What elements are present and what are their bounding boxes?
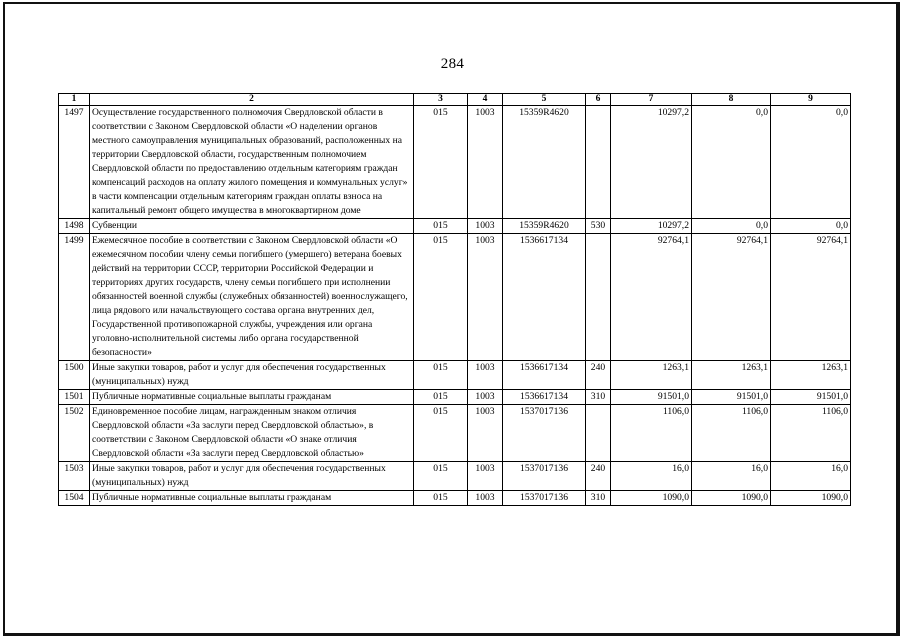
row-col-5: 15359R4620 xyxy=(503,106,586,219)
row-col-8: 1090,0 xyxy=(692,491,771,506)
header-col-2: 2 xyxy=(90,94,414,106)
row-col-5: 1536617134 xyxy=(503,234,586,361)
header-col-5: 5 xyxy=(503,94,586,106)
row-col-6 xyxy=(586,106,611,219)
budget-table xyxy=(58,93,851,506)
row-number: 1500 xyxy=(59,361,90,390)
row-col-7: 10297,2 xyxy=(611,219,692,234)
row-col-7: 91501,0 xyxy=(611,390,692,405)
row-description: Иные закупки товаров, работ и услуг для обеспечения государственных (муниципальных) нужд xyxy=(90,361,414,390)
row-number: 1497 xyxy=(59,106,90,219)
row-col-8: 0,0 xyxy=(692,219,771,234)
row-col-8: 1106,0 xyxy=(692,405,771,462)
row-col-6: 530 xyxy=(586,219,611,234)
row-description: Публичные нормативные социальные выплаты гражданам xyxy=(90,390,414,405)
row-col-6: 240 xyxy=(586,462,611,491)
row-col-4: 1003 xyxy=(468,491,503,506)
row-number: 1502 xyxy=(59,405,90,462)
header-col-4: 4 xyxy=(468,94,503,106)
table-row xyxy=(59,491,851,506)
row-col-3: 015 xyxy=(414,390,468,405)
table-row xyxy=(59,234,851,361)
header-col-3: 3 xyxy=(414,94,468,106)
row-col-9: 1263,1 xyxy=(771,361,851,390)
table-row xyxy=(59,390,851,405)
table-row xyxy=(59,405,851,462)
row-col-7: 1106,0 xyxy=(611,405,692,462)
row-col-4: 1003 xyxy=(468,462,503,491)
table-row xyxy=(59,106,851,219)
row-col-3: 015 xyxy=(414,219,468,234)
row-col-8: 92764,1 xyxy=(692,234,771,361)
row-col-3: 015 xyxy=(414,405,468,462)
row-description: Единовременное пособие лицам, награжденным знаком отличия Свердловской области «За заслуги перед Свердловской областью», в соответствии с Законом Свердловской области «О знаке отличия Свердловской области «За заслуги перед Свердловской областью» xyxy=(90,405,414,462)
row-col-3: 015 xyxy=(414,361,468,390)
row-col-9: 16,0 xyxy=(771,462,851,491)
row-number: 1503 xyxy=(59,462,90,491)
row-col-5: 1537017136 xyxy=(503,405,586,462)
row-col-9: 0,0 xyxy=(771,106,851,219)
row-description: Иные закупки товаров, работ и услуг для обеспечения государственных (муниципальных) нужд xyxy=(90,462,414,491)
row-number: 1501 xyxy=(59,390,90,405)
row-col-5: 15359R4620 xyxy=(503,219,586,234)
header-col-1: 1 xyxy=(59,94,90,106)
row-col-3: 015 xyxy=(414,491,468,506)
row-col-6 xyxy=(586,234,611,361)
header-col-6: 6 xyxy=(586,94,611,106)
table-row xyxy=(59,462,851,491)
row-col-5: 1537017136 xyxy=(503,491,586,506)
row-col-4: 1003 xyxy=(468,106,503,219)
row-col-7: 1263,1 xyxy=(611,361,692,390)
row-description: Субвенции xyxy=(90,219,414,234)
row-col-7: 10297,2 xyxy=(611,106,692,219)
row-col-7: 16,0 xyxy=(611,462,692,491)
row-number: 1504 xyxy=(59,491,90,506)
row-description: Публичные нормативные социальные выплаты гражданам xyxy=(90,491,414,506)
row-col-6 xyxy=(586,405,611,462)
header-row xyxy=(59,94,851,106)
row-col-6: 310 xyxy=(586,390,611,405)
table-row xyxy=(59,361,851,390)
header-col-9: 9 xyxy=(771,94,851,106)
row-col-8: 16,0 xyxy=(692,462,771,491)
row-col-9: 0,0 xyxy=(771,219,851,234)
row-col-9: 1106,0 xyxy=(771,405,851,462)
row-description: Осуществление государственного полномочия Свердловской области в соответствии с Законом Свердловской области «О наделении органов местного самоуправления муниципальных образований, расположенных на территории Свердловской области, государственным полномочием Свердловской области по предоставлению отдельным категориям граждан компенсаций расходов на оплату жилого помещения и коммунальных услуг» в части компенсации отдельным категориям граждан оплаты взноса на капитальный ремонт общего имущества в многоквартирном доме xyxy=(90,106,414,219)
header-col-7: 7 xyxy=(611,94,692,106)
row-col-4: 1003 xyxy=(468,405,503,462)
row-col-6: 310 xyxy=(586,491,611,506)
row-col-4: 1003 xyxy=(468,390,503,405)
row-col-6: 240 xyxy=(586,361,611,390)
row-col-7: 92764,1 xyxy=(611,234,692,361)
row-col-8: 1263,1 xyxy=(692,361,771,390)
row-col-9: 1090,0 xyxy=(771,491,851,506)
row-col-4: 1003 xyxy=(468,234,503,361)
row-col-3: 015 xyxy=(414,106,468,219)
row-col-5: 1536617134 xyxy=(503,390,586,405)
row-description: Ежемесячное пособие в соответствии с Законом Свердловской области «О ежемесячном пособии члену семьи погибшего (умершего) ветерана боевых действий на территории СССР, территории Российской Федерации и территориях других государств, члену семьи погибшего при исполнении обязанностей военной службы (служебных обязанностей) военнослужащего, лица рядового или начальствующего состава органа внутренних дел, Государственной противопожарной службы, учреждения или органа уголовно-исполнительной системы либо органа государственной безопасности» xyxy=(90,234,414,361)
row-col-3: 015 xyxy=(414,234,468,361)
row-number: 1499 xyxy=(59,234,90,361)
row-col-7: 1090,0 xyxy=(611,491,692,506)
table-row xyxy=(59,219,851,234)
row-col-5: 1536617134 xyxy=(503,361,586,390)
row-col-9: 91501,0 xyxy=(771,390,851,405)
header-col-8: 8 xyxy=(692,94,771,106)
row-col-3: 015 xyxy=(414,462,468,491)
page-number: 284 xyxy=(440,56,465,72)
row-number: 1498 xyxy=(59,219,90,234)
row-col-5: 1537017136 xyxy=(503,462,586,491)
row-col-9: 92764,1 xyxy=(771,234,851,361)
row-col-4: 1003 xyxy=(468,361,503,390)
row-col-8: 91501,0 xyxy=(692,390,771,405)
row-col-4: 1003 xyxy=(468,219,503,234)
row-col-8: 0,0 xyxy=(692,106,771,219)
